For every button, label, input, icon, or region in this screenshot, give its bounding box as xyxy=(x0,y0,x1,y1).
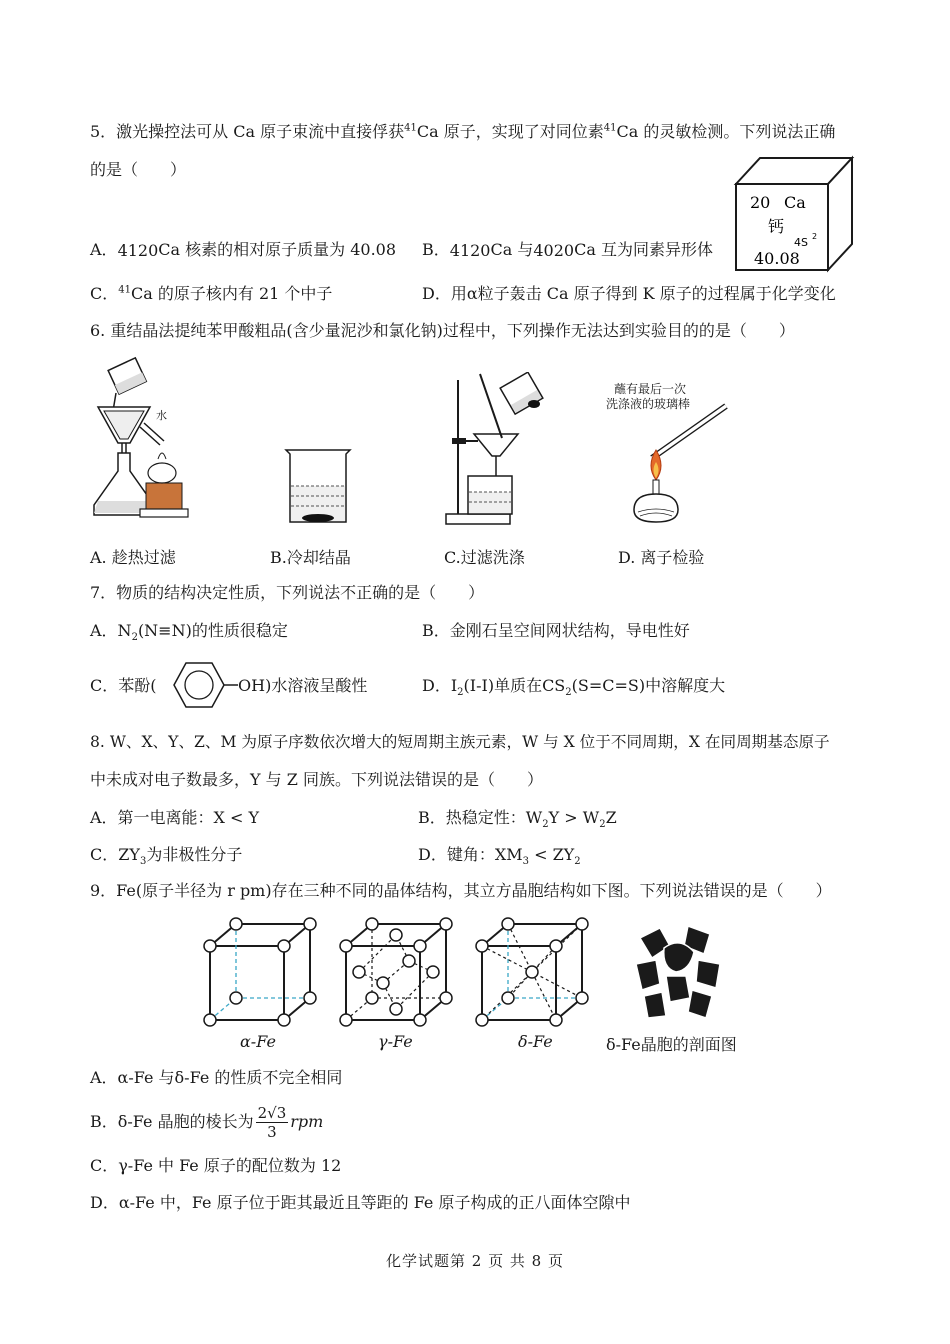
q5-stem-part1: 5．激光操控法可从 Ca 原子束流中直接俘获 xyxy=(90,122,405,141)
q9-option-b-unit: rpm xyxy=(290,1112,324,1131)
q5-option-b-text: Ca 互为同素异形体 xyxy=(574,240,713,259)
delta-fe-cell-figure xyxy=(470,916,590,1032)
q8-option-b xyxy=(418,808,617,831)
q7-option-d-sub2: 2 xyxy=(565,687,572,699)
q9-stem: 9．Fe(原子半径为 r pm)存在三种不同的晶体结构，其立方晶胞结构如下图。下列说法错误的是（ ） xyxy=(90,881,832,900)
q7-stem: 7．物质的结构决定性质，下列说法不正确的是（ ） xyxy=(90,583,485,602)
q7-option-c-part2: 水溶液呈酸性 xyxy=(271,676,368,695)
q9-option-c: C．γ-Fe 中 Fe 原子的配位数为 12 xyxy=(90,1156,342,1175)
element-number: 20 xyxy=(750,193,771,212)
q8-option-d-part1: D．键角：XM xyxy=(418,845,523,864)
q5-option-b xyxy=(422,240,713,261)
q9-option-b-fraction xyxy=(256,1104,289,1141)
q7-option-d-part3: (S=C=S)中溶解度大 xyxy=(571,676,726,695)
q5-sup-41a: 41 xyxy=(404,122,417,134)
q7-option-c-oh: OH) xyxy=(238,676,272,695)
q8-option-c-part2: 为非极性分子 xyxy=(146,845,243,864)
element-name: 钙 xyxy=(768,217,785,236)
ion-test-figure xyxy=(626,400,730,528)
q6-caption-d: D. 离子检验 xyxy=(618,548,705,567)
q5-option-c-text: Ca 的原子核内有 21 个中子 xyxy=(130,284,333,303)
q8-option-b-part3: Z xyxy=(605,808,617,827)
q8-option-b-sub2: 2 xyxy=(599,819,606,831)
q8-option-d-sub2: 2 xyxy=(574,856,581,868)
q5-stem-part2: Ca 原子，实现了对同位素 xyxy=(416,122,604,141)
q8-stem-line2: 中未成对电子数最多，Y 与 Z 同族。下列说法错误的是（ ） xyxy=(90,770,543,789)
q5-option-b-mass1: 41 xyxy=(449,240,471,260)
q7-option-c-text xyxy=(238,676,367,696)
page-footer: 化学试题第 2 页 共 8 页 xyxy=(386,1252,564,1270)
rod-label-line1: 蘸有最后一次 xyxy=(614,382,687,396)
q5-stem-line2: 的是（ ） xyxy=(90,160,187,179)
benzene-ring-figure xyxy=(160,657,238,713)
hot-filtration-figure xyxy=(88,355,198,525)
q5-option-b-mass2: 40 xyxy=(533,240,554,260)
q9-option-b-numerator: 2√3 xyxy=(257,1104,287,1122)
q8-option-b-sub1: 2 xyxy=(542,819,549,831)
q5-option-a-mass: 41 xyxy=(117,240,138,260)
q5-option-b-z1: 20 xyxy=(470,240,491,260)
q9-option-b xyxy=(90,1102,323,1142)
caption-gamma-fe: γ-Fe xyxy=(378,1032,413,1051)
q8-option-c xyxy=(90,845,243,868)
q8-stem-line1: 8. W、X、Y、Z、M 为原子序数依次增大的短周期主族元素，W 与 X 位于不同周期，X 在同周期基态原子 xyxy=(90,733,830,751)
element-mass: 40.08 xyxy=(754,249,800,268)
q9-option-b-part1: B．δ-Fe 晶胞的棱长为 xyxy=(90,1112,254,1131)
q7-option-d xyxy=(422,676,726,699)
q7-option-d-sub1: 2 xyxy=(457,687,464,699)
element-config: 4S xyxy=(794,236,808,249)
caption-alpha-fe: α-Fe xyxy=(240,1032,276,1051)
q7-option-b: B．金刚石呈空间网状结构，导电性好 xyxy=(422,621,690,640)
cooling-crystallization-figure xyxy=(282,446,354,526)
filter-washing-figure xyxy=(440,372,550,528)
q9-option-d: D．α-Fe 中，Fe 原子位于距其最近且等距的 Fe 原子构成的正八面体空隙中 xyxy=(90,1193,631,1212)
q5-stem-part3: Ca 的灵敏检测。下列说法正确 xyxy=(616,122,836,141)
q7-option-c-label: C．苯酚( xyxy=(90,676,157,695)
q8-option-b-part1: B．热稳定性：W xyxy=(418,808,543,827)
q5-option-c xyxy=(90,284,332,304)
q8-option-c-part1: C．ZY xyxy=(90,845,140,864)
q5-option-a-text: Ca 核素的相对原子质量为 40.08 xyxy=(158,240,397,259)
q5-option-b-label: B． xyxy=(422,240,450,259)
element-config-sup: 2 xyxy=(812,232,818,241)
q7-option-a xyxy=(90,621,288,644)
q5-stem-line1 xyxy=(90,122,835,142)
q5-sup-41b: 41 xyxy=(603,122,617,134)
q8-option-d xyxy=(418,845,581,868)
q5-option-c-label: C． xyxy=(90,284,119,303)
q5-option-b-mid: Ca 与 xyxy=(490,240,534,259)
q7-option-d-part2: (I-I)单质在CS xyxy=(463,676,566,695)
q6-caption-b: B.冷却结晶 xyxy=(270,548,351,567)
q9-option-b-denominator: 3 xyxy=(267,1123,277,1141)
gamma-fe-cell-figure xyxy=(334,916,454,1032)
alpha-fe-cell-figure xyxy=(198,916,318,1032)
q9-option-a: A．α-Fe 与δ-Fe 的性质不完全相同 xyxy=(90,1068,343,1087)
q7-option-d-part1: D．I xyxy=(422,676,458,695)
q8-option-d-part2: < ZY xyxy=(528,845,575,864)
q5-option-a-label: A． xyxy=(90,240,118,259)
q5-option-d: D．用α粒子轰击 Ca 原子得到 K 原子的过程属于化学变化 xyxy=(422,284,836,303)
delta-fe-section-figure xyxy=(630,918,724,1022)
q7-option-a-part2: (N≡N)的性质很稳定 xyxy=(137,621,288,640)
rod-label-line2: 洗涤液的玻璃棒 xyxy=(606,397,691,411)
element-box-figure xyxy=(728,152,856,276)
q5-option-a-nuclide xyxy=(118,241,159,261)
water-label: 水 xyxy=(156,409,167,422)
q8-option-a: A．第一电离能：X < Y xyxy=(90,808,260,827)
q7-option-a-part1: A．N xyxy=(90,621,132,640)
q5-option-b-nuclide1 xyxy=(450,241,491,261)
caption-delta-fe: δ-Fe xyxy=(518,1032,553,1051)
caption-delta-fe-section: δ-Fe晶胞的剖面图 xyxy=(606,1035,737,1054)
q5-option-c-sup: 41 xyxy=(118,284,131,296)
q6-stem: 6. 重结晶法提纯苯甲酸粗品(含少量泥沙和氯化钠)过程中，下列操作无法达到实验目的的是（ ） xyxy=(90,321,795,340)
q6-caption-a: A. 趁热过滤 xyxy=(90,548,176,567)
q6-caption-c: C.过滤洗涤 xyxy=(444,548,525,567)
q5-option-a xyxy=(90,240,396,261)
element-symbol: Ca xyxy=(784,193,806,212)
q8-option-d-sub1: 3 xyxy=(522,856,529,868)
q7-option-a-sub: 2 xyxy=(131,632,138,644)
q8-option-b-part2: Y > W xyxy=(548,808,600,827)
q5-option-a-z: 20 xyxy=(137,240,159,260)
q8-option-c-sub: 3 xyxy=(139,856,147,868)
q5-option-b-nuclide2 xyxy=(533,241,574,261)
q5-option-b-z2: 20 xyxy=(553,240,575,260)
